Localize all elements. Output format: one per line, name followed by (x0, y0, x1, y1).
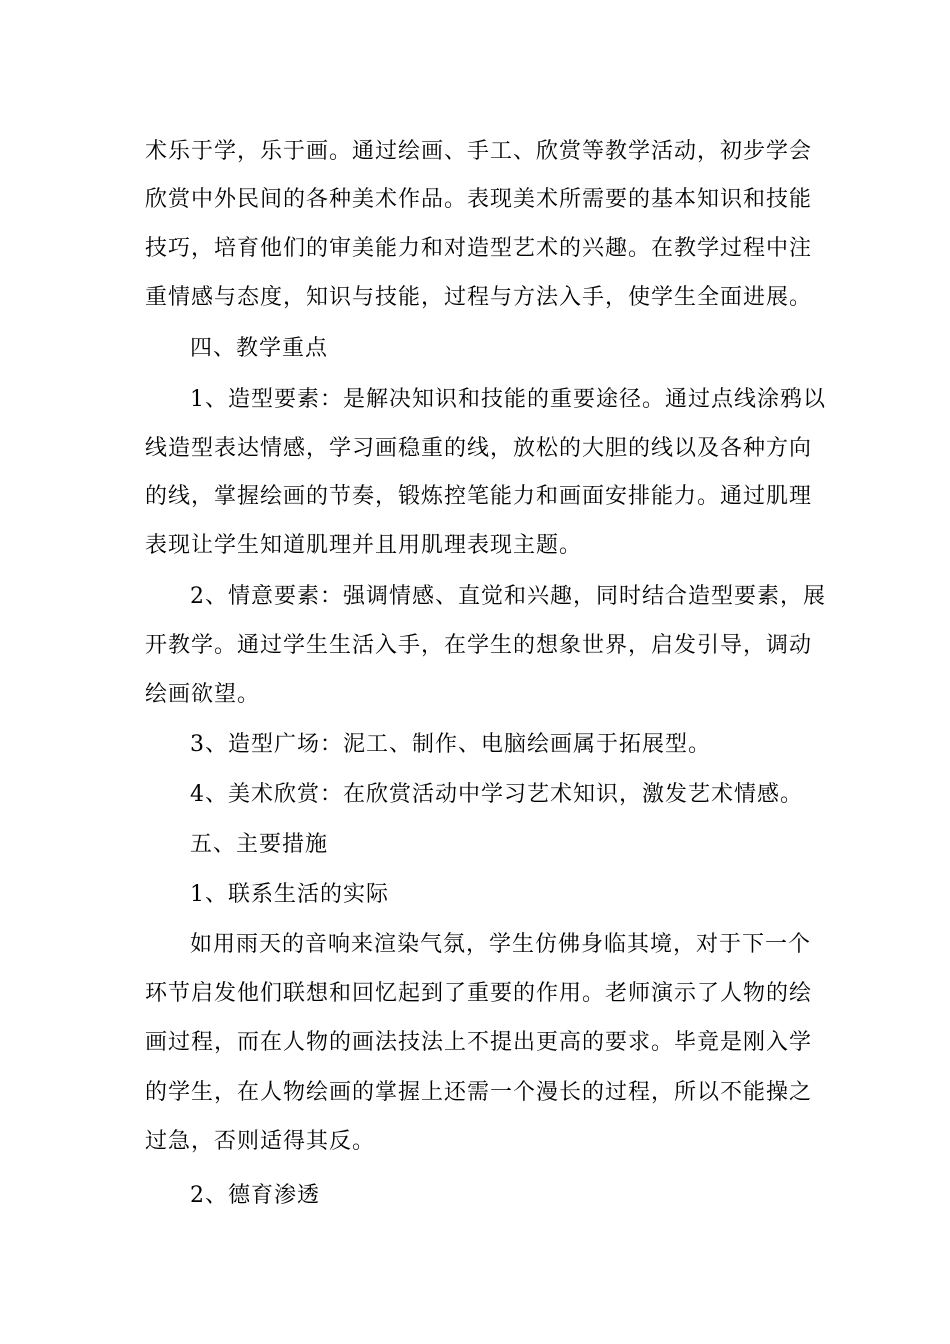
paragraph-line: 线造型表达情感，学习画稳重的线，放松的大胆的线以及各种方向 (145, 436, 813, 461)
paragraph-line: 技巧，培育他们的审美能力和对造型艺术的兴趣。在教学过程中注 (145, 236, 813, 261)
paragraph-line: 2、情意要素：强调情感、直觉和兴趣，同时结合造型要素，展 (190, 584, 826, 609)
paragraph-line: 环节启发他们联想和回忆起到了重要的作用。老师演示了人物的绘 (145, 981, 813, 1006)
paragraph-line: 表现让学生知道肌理并且用肌理表现主题。 (145, 533, 583, 558)
paragraph-line: 欣赏中外民间的各种美术作品。表现美术所需要的基本知识和技能 (145, 187, 813, 212)
paragraph-line: 3、造型广场：泥工、制作、电脑绘画属于拓展型。 (190, 732, 711, 757)
paragraph-line: 画过程，而在人物的画法技法上不提出更高的要求。毕竟是刚入学 (145, 1030, 813, 1055)
paragraph-line: 如用雨天的音响来渲染气氛，学生仿佛身临其境，对于下一个 (190, 932, 812, 957)
paragraph-line: 4、美术欣赏：在欣赏活动中学习艺术知识，激发艺术情感。 (190, 782, 803, 807)
subsection-heading: 1、联系生活的实际 (190, 882, 389, 907)
paragraph-line: 重情感与态度，知识与技能，过程与方法入手，使学生全面进展。 (145, 285, 813, 310)
paragraph-line: 的线，掌握绘画的节奏，锻炼控笔能力和画面安排能力。通过肌理 (145, 484, 813, 509)
paragraph-line: 过急，否则适得其反。 (145, 1129, 376, 1154)
subsection-heading: 2、德育渗透 (190, 1183, 320, 1208)
section-heading: 四、教学重点 (190, 336, 329, 361)
paragraph-line: 的学生，在人物绘画的掌握上还需一个漫长的过程，所以不能操之 (145, 1080, 813, 1105)
paragraph-line: 术乐于学，乐于画。通过绘画、手工、欣赏等教学活动，初步学会 (145, 139, 813, 164)
paragraph-line: 1、造型要素：是解决知识和技能的重要途径。通过点线涂鸦以 (190, 387, 826, 412)
paragraph-line: 开教学。通过学生生活入手，在学生的想象世界，启发引导，调动 (145, 633, 813, 658)
section-heading: 五、主要措施 (190, 832, 329, 857)
paragraph-line: 绘画欲望。 (145, 682, 261, 707)
